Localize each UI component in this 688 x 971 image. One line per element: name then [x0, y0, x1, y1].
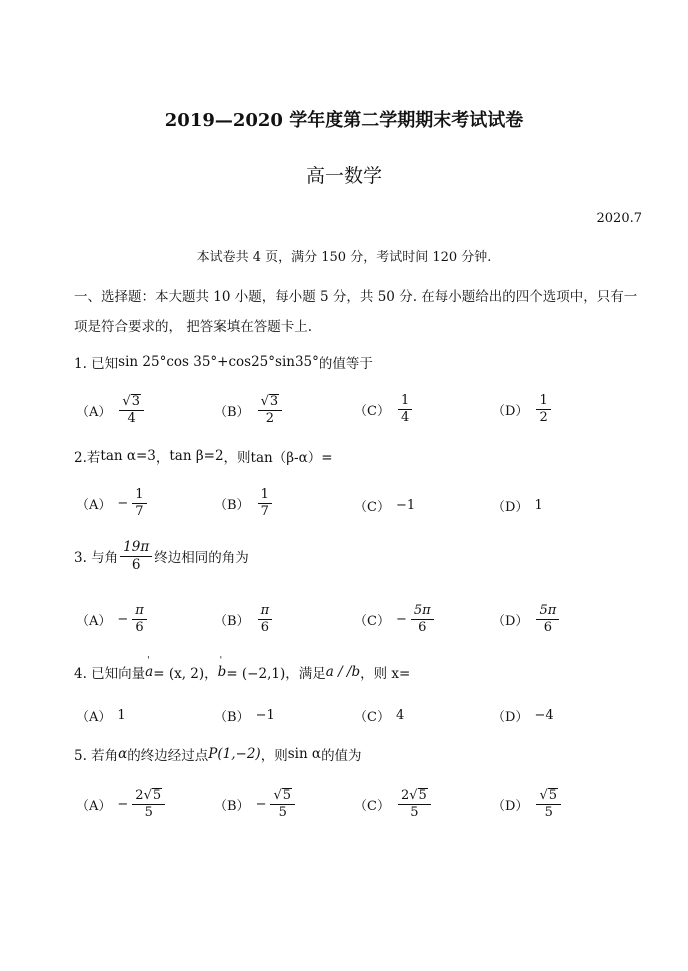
question-1-option-c	[354, 394, 414, 426]
question-4-option-b	[214, 706, 275, 725]
denominator: 7	[260, 504, 269, 520]
exam-title: 2019—2020 学年度第二学期期末考试试卷	[164, 110, 524, 131]
question-4-option-a	[76, 706, 126, 725]
denominator: 5	[278, 805, 287, 821]
question-2-b: tan β=2	[169, 448, 224, 464]
question-2-a: tan α=3	[100, 448, 156, 464]
question-5-option-c	[354, 788, 433, 821]
radicand: 5	[548, 788, 558, 803]
denominator: 4	[400, 410, 410, 426]
question-5-sin: sin α	[287, 746, 322, 762]
question-5-point: P(1,−2)	[208, 746, 261, 762]
fraction	[536, 604, 559, 636]
exam-date: 2020.7	[596, 211, 642, 226]
question-1-math: sin 25°cos 35°+cos25°sin35°	[118, 354, 319, 370]
denominator: 5	[144, 805, 153, 821]
option-label: （B）	[214, 404, 250, 420]
option-label: （A）	[76, 498, 112, 514]
option-label: （C）	[354, 710, 390, 725]
question-5-alpha: α	[118, 746, 128, 762]
question-5-stem	[74, 744, 362, 764]
denominator: 6	[131, 556, 141, 573]
fraction: 2 √ 5 5	[398, 788, 431, 821]
question-2-c: tan（β-α）=	[250, 450, 333, 466]
question-1-option-d	[492, 394, 553, 426]
numerator: 5π	[411, 604, 434, 620]
question-2-sep: ，	[155, 450, 170, 466]
option-text: 1	[117, 708, 126, 723]
fraction: √ 3 2	[258, 394, 283, 427]
fraction	[411, 604, 434, 636]
question-1-prefix: 1. 已知	[74, 356, 119, 372]
coefficient: 2	[135, 788, 144, 803]
fraction	[132, 488, 146, 520]
minus-sign: −	[117, 612, 129, 628]
question-5-mid: 的终边经过点	[127, 748, 209, 764]
option-label: （A）	[76, 798, 112, 814]
question-1-option-a	[76, 394, 146, 427]
radicand: 3	[131, 394, 140, 409]
numerator: 5π	[536, 604, 559, 620]
section-instructions: 一、选择题：本大题共 10 小题，每小题 5 分，共 50 分. 在每小题给出的四个选项中，只有一项是符合要求的， 把答案填在答题卡上.	[74, 289, 638, 335]
denominator: 2	[265, 411, 274, 427]
option-label: （D）	[492, 798, 529, 814]
radicand: 5	[152, 788, 162, 803]
fraction	[258, 488, 272, 520]
denominator: 6	[260, 620, 269, 636]
denominator: 2	[539, 410, 548, 426]
question-4-a: = (x, 2)，	[153, 666, 218, 682]
option-label: （B）	[214, 798, 250, 814]
coefficient: 2	[400, 788, 410, 803]
numerator: 1	[132, 488, 146, 504]
question-2-prefix: 2.若	[74, 450, 101, 466]
numerator: 1	[536, 394, 550, 410]
option-text: 1	[534, 498, 543, 513]
fraction: √ 3 4	[119, 394, 144, 427]
question-3-stem	[74, 540, 249, 573]
fraction	[258, 604, 273, 636]
question-4-prefix: 4. 已知向量	[74, 666, 146, 682]
question-5-mid2: ，则	[260, 748, 288, 764]
fraction: √ 5 5	[270, 788, 295, 821]
numerator: 19π	[120, 540, 152, 557]
option-text: 4	[395, 708, 405, 723]
vector-a: ' a	[145, 664, 153, 680]
question-3-option-a	[76, 604, 149, 636]
option-label: （B）	[214, 498, 250, 514]
exam-note: 本试卷共 4 页，满分 150 分，考试时间 120 分钟.	[196, 250, 492, 265]
vector-b: ' b	[218, 664, 227, 680]
question-4-b: = (−2,1)，满足	[226, 666, 326, 682]
option-label: （C）	[354, 404, 390, 420]
option-label: （D）	[492, 614, 529, 630]
option-label: （A）	[76, 710, 112, 725]
question-5-suffix: 的值为	[321, 748, 362, 764]
option-label: （D）	[492, 500, 529, 515]
radicand: 3	[269, 394, 279, 409]
numerator: π	[132, 604, 147, 620]
numerator: 1	[258, 488, 272, 504]
question-4-stem	[74, 662, 410, 682]
question-4-option-c	[354, 706, 404, 725]
question-2-option-b	[214, 488, 274, 520]
option-label: （D）	[492, 404, 529, 420]
question-4-suffix: ，则 x=	[360, 666, 411, 682]
denominator: 6	[418, 620, 427, 636]
option-text: −1	[255, 708, 275, 723]
question-5-prefix: 5. 若角	[74, 748, 119, 764]
fraction: 2 √ 5 5	[132, 788, 165, 821]
question-3-prefix: 3. 与角	[74, 550, 119, 567]
question-3-option-c	[354, 604, 436, 636]
option-label: （A）	[76, 404, 112, 420]
question-1-option-b	[214, 394, 284, 427]
question-2-option-a	[76, 488, 149, 520]
denominator: 6	[543, 620, 552, 636]
question-2-mid: ，则	[223, 450, 251, 466]
denominator: 5	[410, 805, 419, 821]
option-text: −1	[395, 498, 416, 513]
question-3-option-d	[492, 604, 561, 636]
question-1-suffix: 的值等于	[318, 356, 373, 372]
denominator: 5	[544, 805, 553, 821]
question-3-suffix: 终边相同的角为	[154, 550, 249, 567]
radicand: 5	[418, 788, 427, 803]
fraction	[132, 604, 147, 636]
minus-sign: −	[395, 612, 407, 628]
denominator: 4	[127, 411, 136, 427]
radicand: 5	[282, 788, 292, 803]
fraction: √ 5 5	[536, 788, 561, 821]
option-label: （C）	[354, 798, 390, 814]
question-4-parallel: a / /b	[325, 664, 361, 680]
question-4-option-d	[492, 706, 554, 725]
minus-sign: −	[117, 496, 129, 512]
option-label: （D）	[492, 710, 529, 725]
denominator: 7	[135, 504, 144, 520]
exam-subject: 高一数学	[305, 165, 382, 187]
option-label: （C）	[354, 500, 390, 515]
fraction	[398, 394, 412, 426]
numerator: 1	[398, 394, 412, 410]
question-2-option-d	[492, 496, 543, 515]
option-label: （C）	[354, 614, 390, 630]
option-label: （B）	[214, 614, 250, 630]
numerator: π	[258, 604, 273, 620]
question-5-option-d	[492, 788, 563, 821]
question-5-option-a	[76, 788, 167, 821]
question-2-stem	[74, 446, 333, 466]
fraction	[120, 540, 152, 573]
question-3-option-b	[214, 604, 274, 636]
option-label: （B）	[214, 710, 250, 725]
option-label: （A）	[76, 614, 112, 630]
minus-sign: −	[255, 796, 267, 812]
option-text: −4	[534, 708, 554, 723]
question-5-option-b	[214, 788, 297, 821]
minus-sign: −	[117, 796, 129, 812]
denominator: 6	[135, 620, 144, 636]
fraction	[536, 394, 550, 426]
question-1-stem	[74, 352, 373, 372]
question-2-option-c	[354, 496, 415, 515]
